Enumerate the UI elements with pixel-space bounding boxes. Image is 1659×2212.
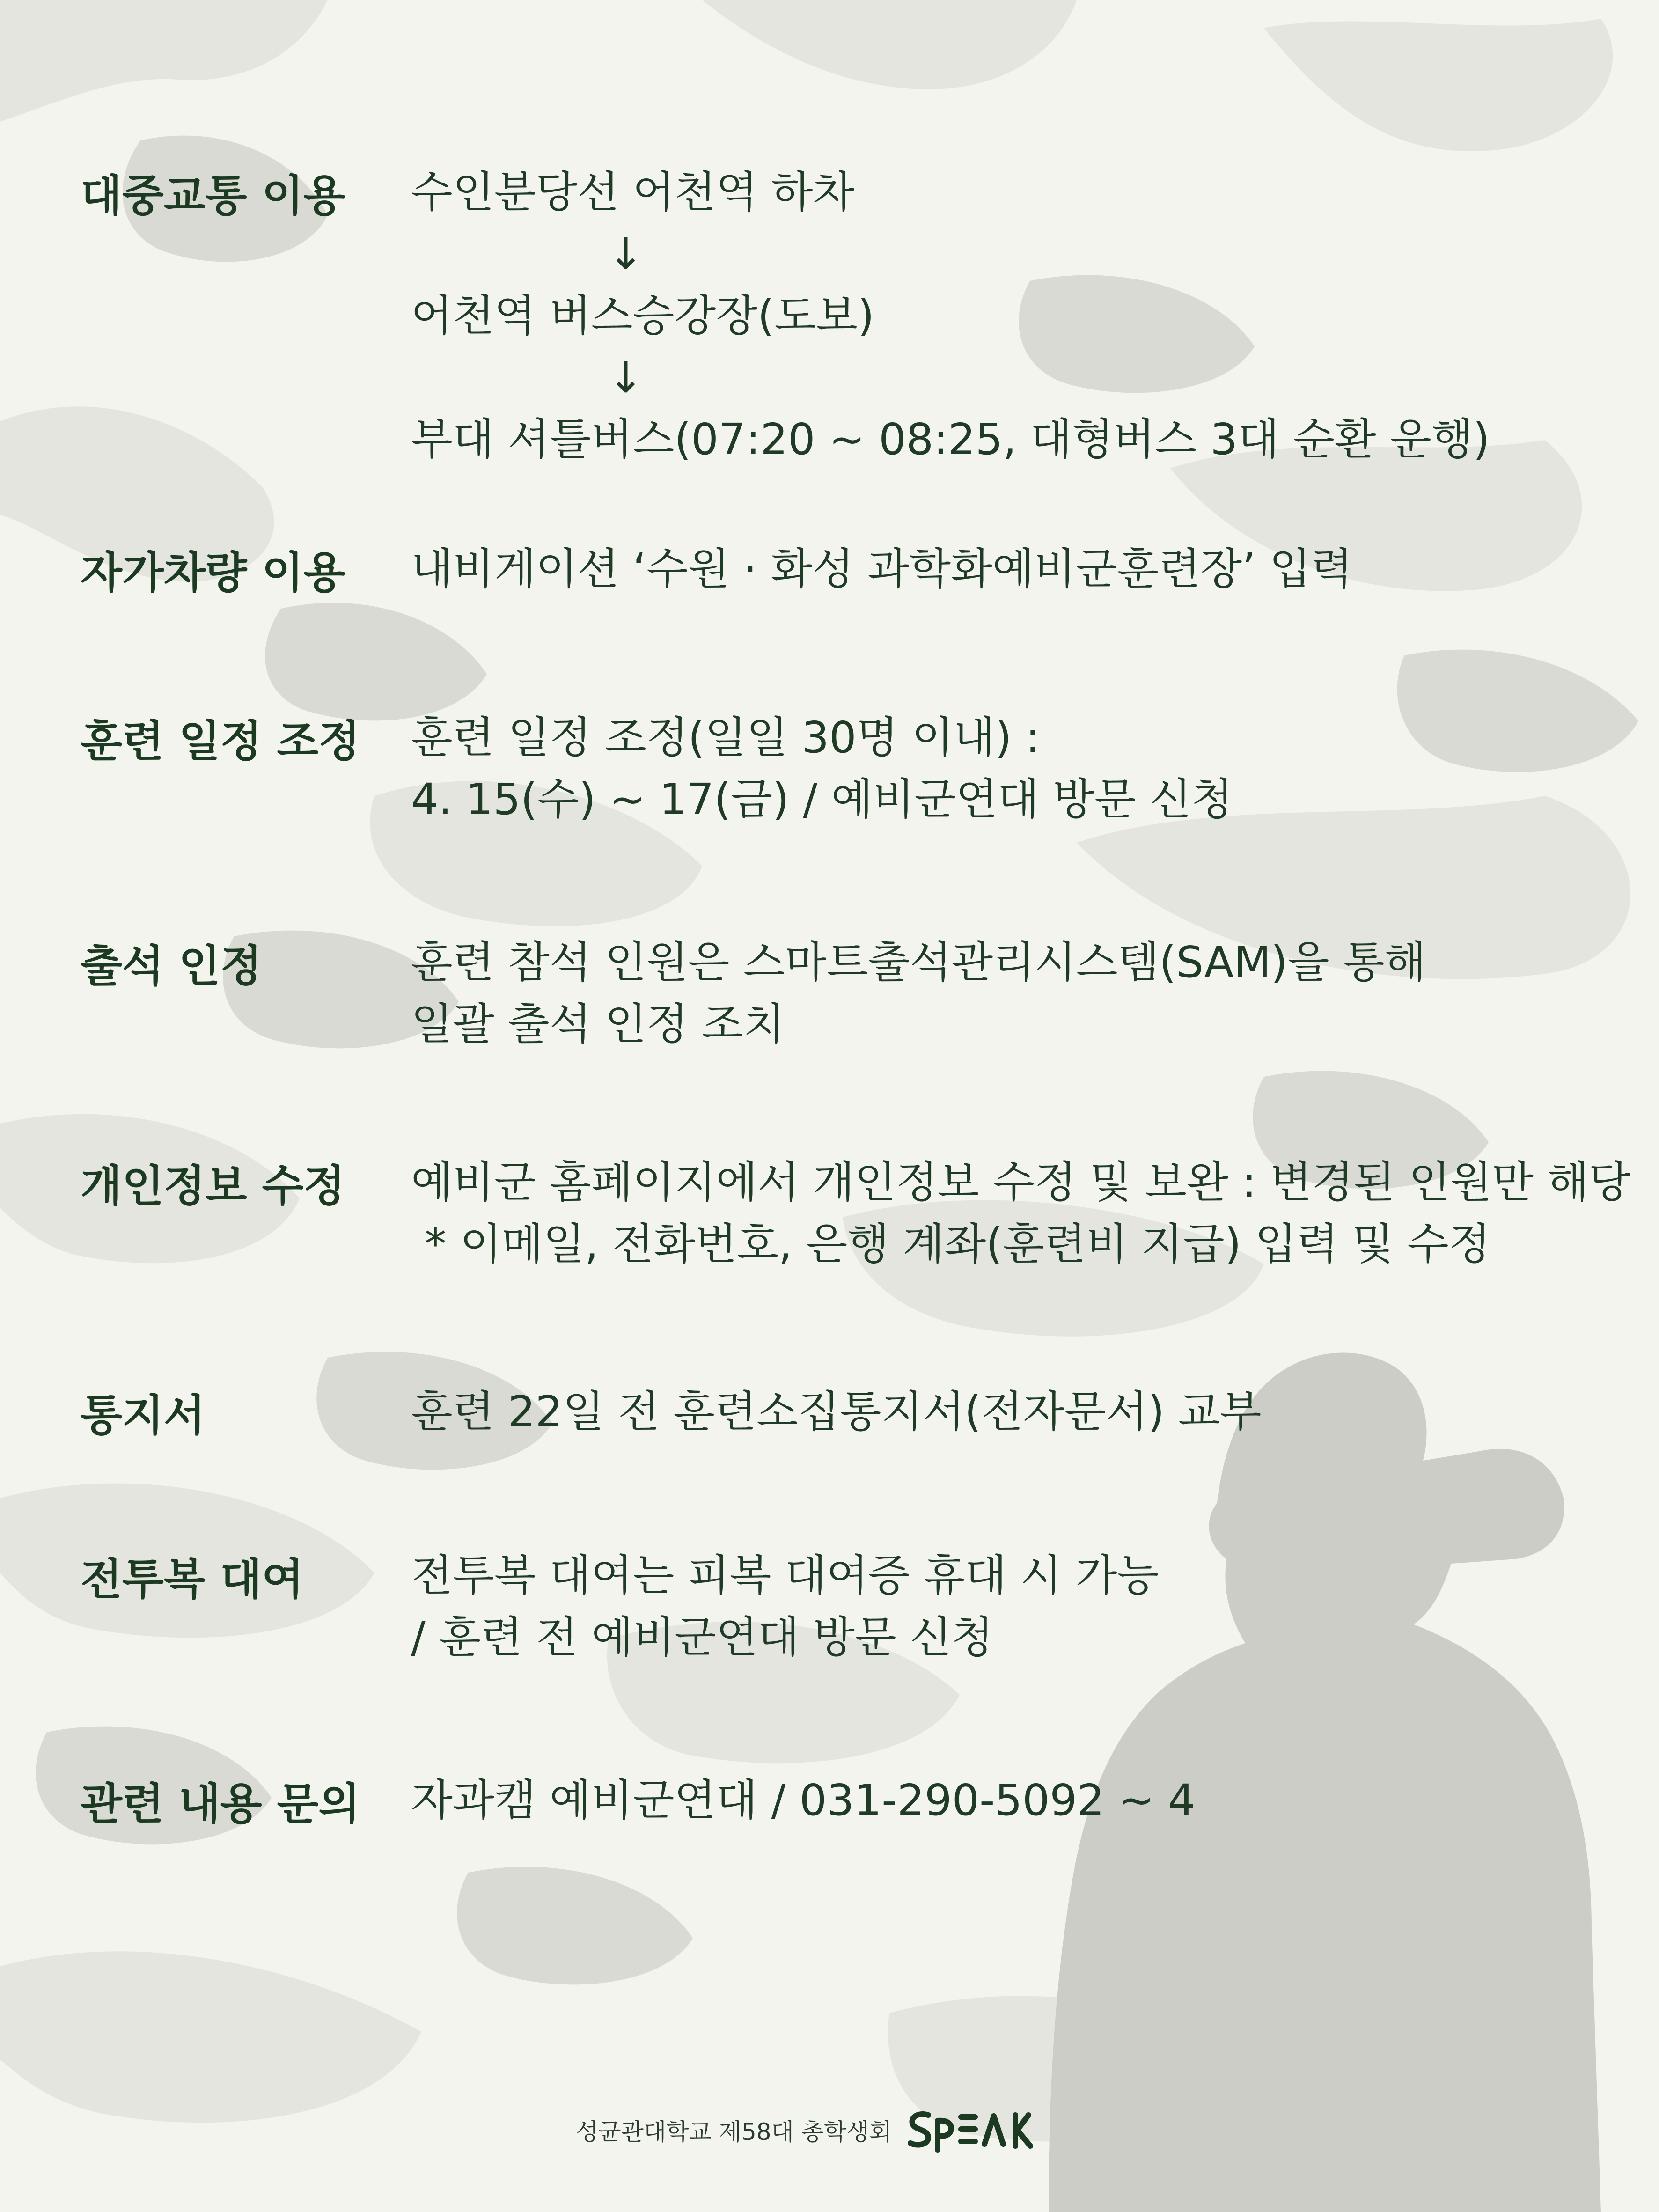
down-arrow-icon: ↓ [608, 353, 644, 403]
row-line: 부대 셔틀버스(07:20 ~ 08:25, 대형버스 3대 순환 운행) [411, 414, 1490, 464]
row-label: 통지서 [81, 1390, 206, 1440]
row-label: 훈련 일정 조정 [81, 716, 360, 766]
row-content [411, 162, 1490, 470]
speak-logo [906, 2107, 1042, 2153]
row-content [411, 1152, 1630, 1275]
row-line: 훈련 일정 조정(일일 30명 이내) : [411, 713, 1040, 763]
row-line: 자과캠 예비군연대 / 031-290-5092 ~ 4 [411, 1775, 1196, 1825]
down-arrow-icon: ↓ [608, 229, 644, 279]
row-content [411, 707, 1233, 830]
row-content [411, 538, 1352, 600]
row-line: 훈련 참석 인원은 스마트출석관리시스템(SAM)을 통해 [411, 937, 1426, 987]
row-line: 수인분당선 어천역 하차 [411, 167, 855, 217]
row-line: 어천역 버스승강장(도보) [411, 291, 874, 341]
row-label: 출석 인정 [81, 941, 262, 991]
row-line: 훈련 22일 전 훈련소집통지서(전자문서) 교부 [411, 1387, 1262, 1437]
row-label: 관련 내용 문의 [81, 1779, 360, 1829]
row-label: 개인정보 수정 [81, 1161, 345, 1211]
row-line: / 훈련 전 예비군연대 방문 신청 [411, 1612, 993, 1662]
row-line: 4. 15(수) ~ 17(금) / 예비군연대 방문 신청 [411, 774, 1233, 824]
row-content [411, 1545, 1159, 1668]
footer [576, 2107, 1042, 2153]
row-line: 내비게이션 ‘수원 · 화성 과학화예비군훈련장’ 입력 [411, 544, 1353, 594]
row-line: 예비군 홈페이지에서 개인정보 수정 및 보완 : 변경된 인원만 해당 [411, 1157, 1630, 1207]
row-content [411, 932, 1426, 1055]
row-label: 대중교통 이용 [81, 171, 345, 221]
footer-org-name: 성균관대학교 제58대 총학생회 [576, 2118, 892, 2146]
row-label: 자가차량 이용 [81, 548, 345, 598]
row-content [411, 1770, 1196, 1831]
row-line: 전투복 대여는 피복 대여증 휴대 시 가능 [411, 1551, 1159, 1601]
row-line: 일괄 출석 인정 조치 [411, 999, 785, 1049]
row-content [411, 1381, 1262, 1443]
row-label: 전투복 대여 [81, 1554, 304, 1604]
row-line: * 이메일, 전화번호, 은행 계좌(훈련비 지급) 입력 및 수정 [411, 1219, 1490, 1269]
